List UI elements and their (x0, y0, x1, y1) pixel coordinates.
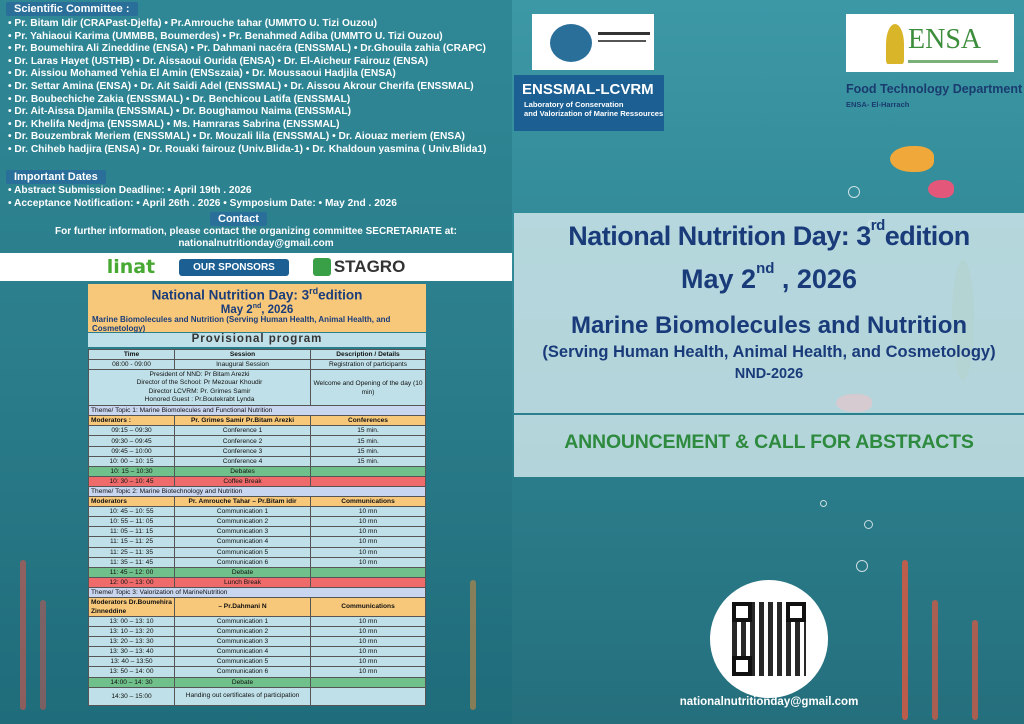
table-cell: 10 mn (311, 557, 426, 567)
table-cell: 12: 00 – 13: 00 (89, 577, 175, 587)
table-row (89, 446, 426, 456)
debate-row (89, 677, 426, 687)
table-cell: Handing out certificates of participation (175, 687, 311, 705)
table-cell: Coffee Break (175, 476, 311, 486)
table-cell: 13: 10 – 13: 20 (89, 627, 175, 637)
table-cell: Theme/ Topic 3: Valorization of MarineNutrition (89, 587, 426, 597)
program-table (88, 349, 426, 706)
table-cell: Debates (175, 466, 311, 476)
table-cell (311, 567, 426, 577)
table-cell: 13: 40 – 13:50 (89, 657, 175, 667)
table-cell: 10 mn (311, 507, 426, 517)
event-theme-subtitle: (Serving Human Health, Animal Health, and Cosmetology) (542, 343, 996, 361)
program-subtitle: Marine Biomolecules and Nutrition (Serving Human Health, Animal Health, and Cosmetology) (92, 315, 391, 334)
event-theme: Marine Biomolecules and Nutrition (570, 312, 968, 339)
table-row (89, 637, 426, 647)
table-cell: 10 mn (311, 637, 426, 647)
table-cell: Communication 2 (175, 627, 311, 637)
table-cell: Communication 2 (175, 517, 311, 527)
table-cell: 13: 50 – 14: 00 (89, 667, 175, 677)
table-row (89, 647, 426, 657)
enssmal-arabic-text (598, 32, 650, 35)
program-title-box (88, 284, 426, 332)
table-cell: Communication 4 (175, 537, 311, 547)
coral-decoration-left (20, 560, 26, 710)
ensa-logo-subtext (908, 60, 998, 63)
table-cell: Communication 3 (175, 527, 311, 537)
table-cell: 15 min. (311, 456, 426, 466)
table-cell: 10 mn (311, 616, 426, 626)
table-cell: 15 min. (311, 426, 426, 436)
committee-line: • Dr. Settar Amina (ENSA) • Dr. Ait Saidi Adel (ENSSMAL) • Dr. Aissou Akrour Cherifa (ENSSMAL) (8, 80, 474, 92)
committee-line: • Dr. Laras Hayet (USTHB) • Dr. Aissaoui Ourida (ENSA) • Dr. El-Aicheur Fairouz (ENSA) (8, 55, 429, 67)
contact-email[interactable]: nationalnutritionday@gmail.com (178, 238, 334, 249)
theme-row (89, 587, 426, 597)
table-cell: Inaugural Session (175, 360, 311, 370)
sponsors-label: OUR SPONSORS (179, 259, 289, 276)
header-desc: Description / Details (311, 350, 426, 360)
table-cell: Pr. Amrouche Tahar – Pr.Bitam idir (175, 497, 311, 507)
program-date: May 2nd, 2026 (220, 302, 294, 316)
provisional-program-heading: Provisional program (88, 333, 426, 347)
table-row (89, 667, 426, 677)
table-cell: 10 mn (311, 517, 426, 527)
contact-block (0, 226, 512, 250)
table-cell: 13: 20 – 13: 30 (89, 637, 175, 647)
committee-line: • Dr. Bouzembrak Meriem (ENSSMAL) • Dr. Mouzali lila (ENSSMAL) • Dr. Aiouaz meriem (ENSA) (8, 131, 465, 143)
table-cell: 09:30 – 09:45 (89, 436, 175, 446)
debate-row (89, 466, 426, 476)
table-cell: – Pr.Dahmani N (175, 597, 311, 616)
committee-line: • Dr. Ait-Aissa Djamila (ENSSMAL) • Dr. Boughamou Naima (ENSSMAL) (8, 106, 351, 118)
lunch-break-row (89, 577, 426, 587)
table-cell (311, 466, 426, 476)
table-cell: 10: 55 – 11: 05 (89, 517, 175, 527)
announcement-banner (514, 415, 1024, 477)
header-session: Session (175, 350, 311, 360)
coral-decoration-left-3 (470, 580, 476, 710)
table-row (89, 456, 426, 466)
table-cell (311, 577, 426, 587)
sponsors-bar (0, 253, 512, 281)
table-cell (311, 687, 426, 705)
event-title: National Nutrition Day: 3rdedition (568, 217, 970, 251)
lab-description: Laboratory of Conservation and Valorization of Marine Ressources (524, 100, 664, 118)
table-cell: Communication 5 (175, 657, 311, 667)
stagro-logo (313, 257, 405, 277)
table-cell: Debate (175, 567, 311, 577)
table-cell: Moderators : (89, 416, 175, 426)
header-time: Time (89, 350, 175, 360)
table-cell: 14:00 – 14: 30 (89, 677, 175, 687)
committee-line: • Pr. Yahiaoui Karima (UMMBB, Boumerdes) • Pr. Benahmed Adiba (UMMTO U. Tizi Ouzou) (8, 30, 443, 42)
department-sub: ENSA- El-Harrach (846, 100, 910, 109)
table-cell: Theme/ Topic 1: Marine Biomolecules and Functional Nutrition (89, 406, 426, 416)
enssmal-emblem-icon (550, 24, 592, 62)
table-cell: 11: 15 – 11: 25 (89, 537, 175, 547)
table-cell: Conferences (311, 416, 426, 426)
deadline-line: • Abstract Submission Deadline: • April 19th . 2026 (8, 185, 252, 196)
notification-line: • Acceptance Notification: • April 26th . 2026 • Symposium Date: • May 2nd . 2026 (8, 197, 397, 209)
qr-corner-icon (732, 656, 752, 676)
stagro-name: STAGRO (333, 257, 406, 276)
ensa-logo-text: ENSA (908, 24, 982, 55)
table-header (89, 350, 426, 360)
linat-logo: linat (106, 256, 156, 278)
table-cell: 11: 35 – 11: 45 (89, 557, 175, 567)
table-row (89, 537, 426, 547)
wheat-icon (886, 24, 904, 64)
committee-line: • Pr. Boumehira Ali Zineddine (ENSA) • Pr. Dahmani nacéra (ENSSMAL) • Dr.Ghouila zahia (CRAPC) (8, 43, 486, 55)
table-cell: 10 mn (311, 647, 426, 657)
important-dates (8, 185, 397, 210)
table-row (89, 547, 426, 557)
opening-guests: President of NND: Pr Bitam Arezki Director of the School: Pr Mezouar Khoudir Director LCVRM: Pr. Grimes Samir Honored Guest : Pr.Boutekrabt Lynda (89, 370, 311, 406)
table-cell: Communication 1 (175, 616, 311, 626)
debate-row (89, 567, 426, 577)
coffee-break-row (89, 476, 426, 486)
bubble-icon (864, 520, 873, 529)
table-cell: 10 mn (311, 547, 426, 557)
event-code: NND-2026 (734, 366, 804, 382)
table-cell: 10: 00 – 10: 15 (89, 456, 175, 466)
enssmal-arabic-text-2 (598, 40, 646, 42)
table-cell: Communication 3 (175, 637, 311, 647)
table-cell: 09:15 – 09:30 (89, 426, 175, 436)
table-cell: 13: 30 – 13: 40 (89, 647, 175, 657)
table-cell: 13: 00 – 13: 10 (89, 616, 175, 626)
table-cell: 11: 25 – 11: 35 (89, 547, 175, 557)
committee-heading: Scientific Committee : (6, 2, 138, 16)
table-cell: Registration of participants (311, 360, 426, 370)
table-cell: 09:45 – 10:00 (89, 446, 175, 456)
bubble-icon (848, 186, 860, 198)
bubble-icon (856, 560, 868, 572)
moderators-row (89, 497, 426, 507)
enssmal-logo (532, 14, 654, 70)
table-cell: Pr. Grimes Samir Pr.Bitam Arezki (175, 416, 311, 426)
table-cell: Conference 3 (175, 446, 311, 456)
committee-line: • Dr. Khelifa Nedjma (ENSSMAL) • Ms. Hamraras Sabrina (ENSSMAL) (8, 118, 340, 130)
table-cell: 10 mn (311, 527, 426, 537)
table-cell: Lunch Break (175, 577, 311, 587)
contact-text: For further information, please contact the organizing committee SECRETARIATE at: (55, 226, 457, 237)
table-row (89, 627, 426, 637)
table-cell (311, 677, 426, 687)
table-cell: 10: 15 – 10:30 (89, 466, 175, 476)
table-row (89, 657, 426, 667)
table-cell: Communication 6 (175, 667, 311, 677)
qr-code[interactable] (710, 580, 828, 698)
table-cell: Communication 5 (175, 547, 311, 557)
footer-email[interactable]: nationalnutritionday@gmail.com (679, 696, 859, 708)
table-cell: 11: 05 – 11: 15 (89, 527, 175, 537)
theme-row (89, 406, 426, 416)
committee-line: • Dr. Aissiou Mohamed Yehia El Amin (ENSszaia) • Dr. Moussaoui Hadjila (ENSA) (8, 68, 396, 80)
table-cell: Welcome and Opening of the day (10 min) (311, 370, 426, 406)
table-cell: 15 min. (311, 436, 426, 446)
table-row (89, 436, 426, 446)
bubble-icon (820, 500, 827, 507)
table-cell: 10: 30 – 10: 45 (89, 476, 175, 486)
table-cell: Moderators Dr.Boumehira Zinneddine (89, 597, 175, 616)
committee-list (8, 18, 508, 157)
committee-line: • Dr. Chiheb hadjira (ENSA) • Dr. Rouaki fairouz (Univ.Blida-1) • Dr. Khaldoun yasmina ( Univ.Blida1) (8, 143, 487, 155)
table-cell: Communication 1 (175, 507, 311, 517)
table-row (89, 557, 426, 567)
event-date: May 2nd , 2026 (681, 260, 857, 294)
table-row (89, 360, 426, 370)
table-cell: 10 mn (311, 627, 426, 637)
pink-fish-icon (928, 180, 954, 198)
lab-box (514, 75, 664, 131)
table-cell: Conference 1 (175, 426, 311, 436)
moderators-row (89, 416, 426, 426)
yellow-fish-icon (890, 146, 934, 172)
table-row (89, 370, 426, 406)
qr-corner-icon (732, 602, 752, 622)
table-cell: Theme/ Topic 2: Marine Biotechnology and Nutrition (89, 486, 426, 496)
table-row (89, 527, 426, 537)
table-row (89, 616, 426, 626)
table-cell: 11: 45 – 12: 00 (89, 567, 175, 577)
committee-line: • Pr. Bitam Idir (CRAPast-Djelfa) • Pr.Amrouche tahar (UMMTO U. Tizi Ouzou) (8, 18, 378, 29)
table-cell: 08:00 - 09:00 (89, 360, 175, 370)
table-cell: 10 mn (311, 537, 426, 547)
table-cell: 10 mn (311, 657, 426, 667)
table-cell: Debate (175, 677, 311, 687)
department-block (846, 82, 1022, 109)
table-cell: Communication 4 (175, 647, 311, 657)
department-name: Food Technology Department (846, 82, 1023, 96)
table-row (89, 426, 426, 436)
table-cell: Communications (311, 497, 426, 507)
program-title: National Nutrition Day: 3rdedition (151, 286, 363, 303)
theme-row (89, 486, 426, 496)
stagro-icon (313, 258, 331, 276)
table-cell: Conference 2 (175, 436, 311, 446)
table-cell (311, 476, 426, 486)
coral-decoration-left-2 (40, 600, 46, 710)
announcement-text: ANNOUNCEMENT & CALL FOR ABSTRACTS (564, 431, 974, 453)
table-row (89, 507, 426, 517)
committee-line: • Dr. Boubechiche Zakia (ENSSMAL) • Dr. Benchicou Latifa (ENSSMAL) (8, 93, 351, 105)
lab-name: ENSSMAL-LCVRM (522, 81, 654, 98)
table-cell: 14:30 – 15:00 (89, 687, 175, 705)
ensa-logo (846, 14, 1014, 72)
table-cell: Moderators (89, 497, 175, 507)
table-cell: 15 min. (311, 446, 426, 456)
table-cell: Communications (311, 597, 426, 616)
table-cell: 10 mn (311, 667, 426, 677)
qr-corner-icon (786, 602, 806, 622)
dates-heading: Important Dates (6, 170, 106, 184)
table-cell: Conference 4 (175, 456, 311, 466)
moderators-row (89, 597, 426, 616)
closing-row (89, 687, 426, 705)
table-row (89, 517, 426, 527)
contact-heading: Contact (210, 212, 267, 226)
table-cell: 10: 45 – 10: 55 (89, 507, 175, 517)
table-cell: Communication 6 (175, 557, 311, 567)
